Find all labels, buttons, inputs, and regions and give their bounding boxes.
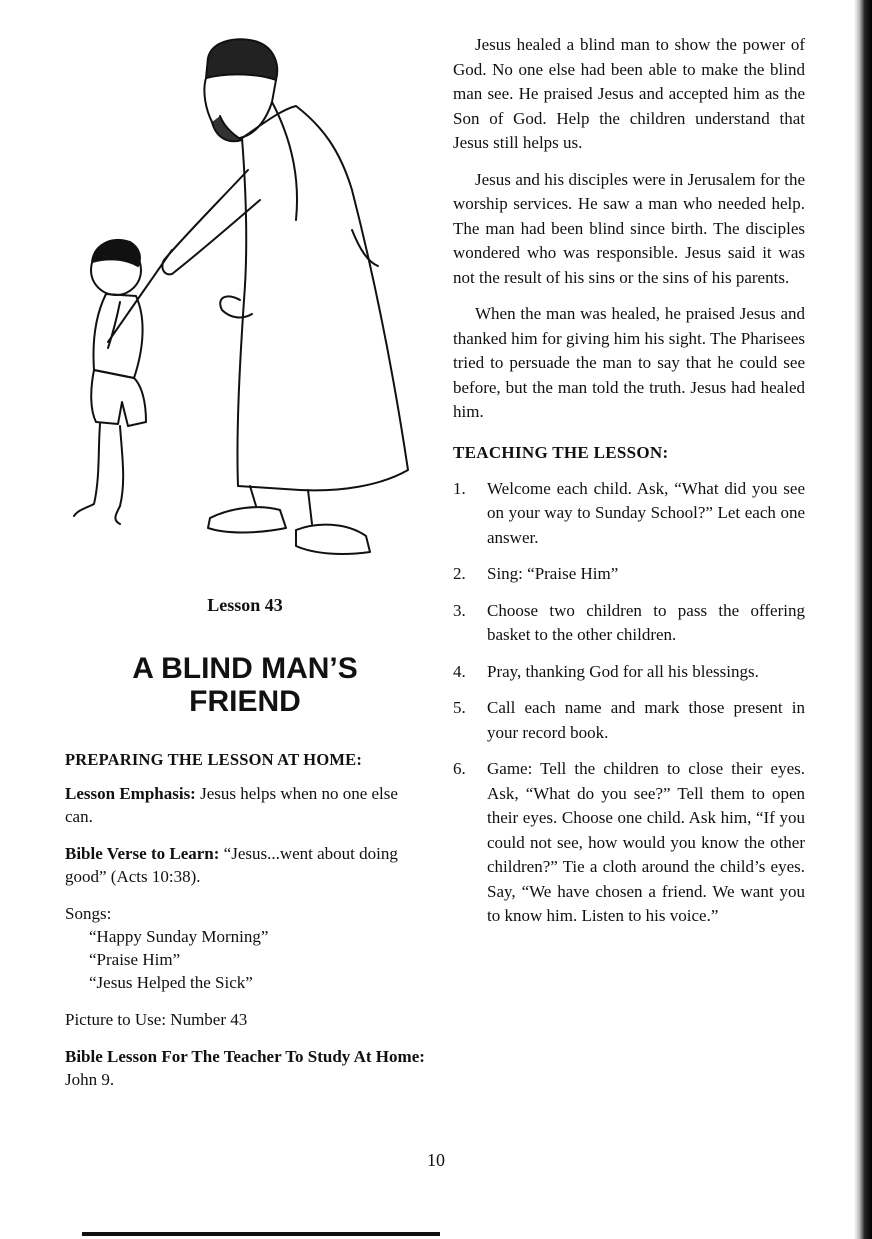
- man-coat-pocket: [352, 230, 378, 266]
- man-coat: [237, 106, 408, 490]
- step-number: 6.: [453, 759, 466, 778]
- step-text: Welcome each child. Ask, “What did you see on your way to Sunday School?” Let each one answer.: [487, 478, 805, 547]
- teaching-steps: [453, 477, 805, 929]
- bible-verse: [65, 842, 425, 888]
- bible-verse-text: “Jesus...went about doing good” (Acts 10:38).: [65, 844, 398, 886]
- child-legs: [74, 424, 123, 524]
- page-number: 10: [427, 1150, 445, 1170]
- step-item: [453, 477, 805, 551]
- scan-edge: [854, 0, 872, 1239]
- man-coat-lapel: [272, 102, 297, 220]
- man-beard: [212, 116, 242, 141]
- song-item: “Happy Sunday Morning”: [89, 927, 269, 946]
- lesson-title-line1: A BLIND MAN’S: [132, 652, 358, 685]
- step-item: [453, 562, 805, 587]
- song-item: “Jesus Helped the Sick”: [89, 973, 253, 992]
- intro-paragraph: When the man was healed, he praised Jesus and thanked him for giving him his sight. The Pharisees tried to persuade the man to say that he could see before, but the man told the truth. Jesus had healed him.: [453, 304, 805, 421]
- step-text: Choose two children to pass the offering basket to the other children.: [487, 600, 805, 644]
- man-hand: [220, 296, 252, 317]
- teacher-study-label: Bible Lesson For The Teacher To Study At Home:: [65, 1047, 425, 1066]
- lesson-emphasis-label: Lesson Emphasis:: [65, 784, 196, 803]
- teaching-heading: TEACHING THE LESSON:: [453, 442, 669, 462]
- step-item: [453, 757, 805, 929]
- lesson-emphasis-text: Jesus helps when no one else can.: [65, 784, 398, 826]
- step-item: [453, 599, 805, 648]
- teacher-study-text: John 9.: [65, 1070, 115, 1089]
- lesson-title: [65, 652, 425, 718]
- intro-paragraph: Jesus healed a blind man to show the power of God. No one else had been able to make the blind man see. He praised Jesus and accepted him as the Son of God. Help the children understand that Jesus still helps us.: [453, 35, 805, 152]
- songs-label: Songs:: [65, 904, 112, 923]
- child-shorts: [91, 370, 146, 426]
- songs-block: [65, 902, 425, 994]
- man-shoe-left: [208, 507, 286, 532]
- illustration-man-and-child: [60, 30, 420, 560]
- step-text: Sing: “Praise Him”: [487, 564, 619, 583]
- step-text: Game: Tell the children to close their eyes. Ask, “What do you see?” Tell them to open their eyes. Choose one child. Ask him, “If you could not see, how would you know the other children?” Tie a cloth around the child’s eyes. Say, “We have chosen a friend. We want you to know him. Listen to his voice.”: [487, 759, 805, 925]
- child-arm: [108, 302, 120, 348]
- step-item: [453, 660, 805, 685]
- preparing-heading: PREPARING THE LESSON AT HOME:: [65, 750, 363, 769]
- lesson-label: Lesson 43: [207, 595, 283, 615]
- picture-to-use: Picture to Use: Number 43: [65, 1010, 248, 1029]
- intro-paragraph: Jesus and his disciples were in Jerusalem for the worship services. He saw a man who needed help. The man had been blind since birth. The disciples wondered who was responsible. Jesus said it was not the result of his sins or the sins of his parents.: [453, 169, 805, 287]
- step-number: 4.: [453, 661, 466, 681]
- step-item: [453, 696, 805, 745]
- teacher-study: [65, 1045, 425, 1091]
- right-column: [453, 33, 805, 941]
- step-number: 3.: [453, 600, 466, 620]
- song-item: “Praise Him”: [89, 950, 181, 969]
- man-shoe-right: [296, 525, 370, 554]
- step-number: 2.: [453, 564, 466, 583]
- left-column: [65, 595, 425, 1105]
- step-text: Pray, thanking God for all his blessings.: [487, 661, 759, 681]
- lesson-emphasis: [65, 782, 425, 828]
- man-cap: [206, 39, 277, 80]
- bottom-rule: [82, 1232, 440, 1236]
- step-number: 1.: [453, 478, 466, 498]
- step-number: 5.: [453, 698, 466, 717]
- bible-verse-label: Bible Verse to Learn:: [65, 844, 220, 863]
- lesson-title-line2: FRIEND: [189, 685, 301, 718]
- step-text: Call each name and mark those present in your record book.: [487, 698, 805, 742]
